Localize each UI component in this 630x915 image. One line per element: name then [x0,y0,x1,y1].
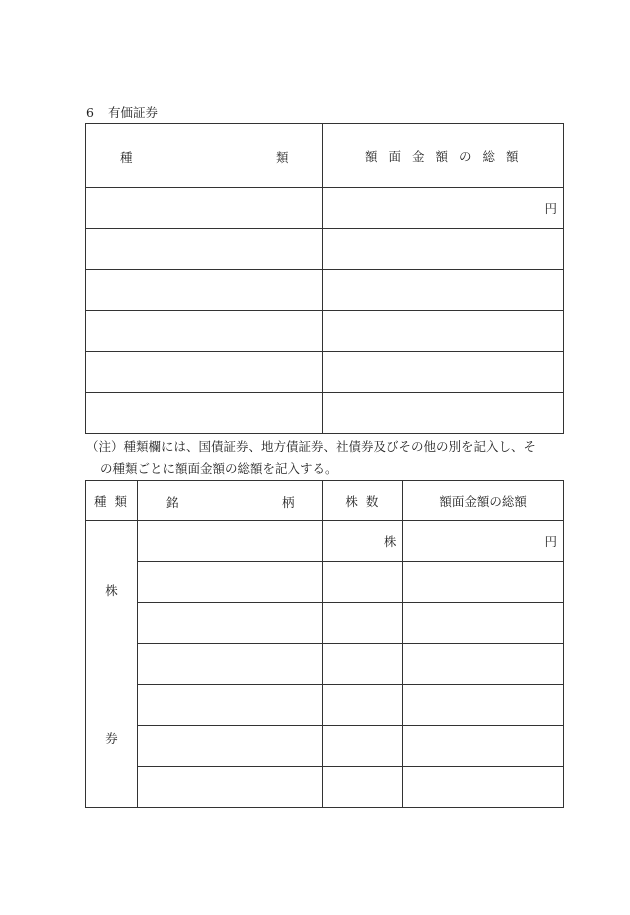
unit-yen: 円 [544,534,557,549]
kind-label-bottom: 券 [105,731,118,746]
header-amount: 額面金額の総額 [323,124,564,188]
amount-cell[interactable] [323,311,564,352]
header-kind-left: 種 [120,150,133,165]
total-cell[interactable] [403,767,564,808]
section-title-text: 有価証券 [107,105,158,120]
kind-stock-cell [86,521,138,808]
note-line-1: （注）種類欄には、国債証券、地方債証券、社債券及びその他の別を記入し、そ [86,439,537,454]
amount-cell[interactable] [323,229,564,270]
brand-cell[interactable] [137,726,323,767]
shares-cell[interactable] [323,603,403,644]
header-total: 額面金額の総額 [403,481,564,521]
header-brand-left: 銘 [165,495,179,510]
total-cell[interactable] [403,521,564,562]
securities-summary-table [85,123,564,434]
table-row [86,521,564,562]
total-cell[interactable] [403,644,564,685]
table-row [86,562,564,603]
amount-cell[interactable] [323,393,564,434]
table-row [86,311,564,352]
header-brand [137,481,323,521]
shares-cell[interactable] [323,644,403,685]
header-shares: 株数 [323,481,403,521]
unit-yen: 円 [544,201,557,216]
header-brand-right: 柄 [281,495,295,510]
note-line-2: の種類ごとに額面金額の総額を記入する。 [100,461,338,476]
kind-cell[interactable] [86,188,323,229]
brand-cell[interactable] [137,521,323,562]
brand-cell[interactable] [137,603,323,644]
table-row [86,603,564,644]
table-row [86,767,564,808]
header-kind [86,124,323,188]
amount-cell[interactable] [323,352,564,393]
total-cell[interactable] [403,685,564,726]
table-row [86,393,564,434]
brand-cell[interactable] [137,644,323,685]
shares-cell[interactable] [323,767,403,808]
table-row [86,644,564,685]
note [86,436,566,480]
brand-cell[interactable] [137,562,323,603]
kind-cell[interactable] [86,352,323,393]
table-row [86,352,564,393]
kind-cell[interactable] [86,229,323,270]
kind-cell[interactable] [86,270,323,311]
stock-table [85,480,564,808]
brand-cell[interactable] [137,767,323,808]
shares-cell[interactable] [323,562,403,603]
amount-cell[interactable] [323,188,564,229]
kind-cell[interactable] [86,311,323,352]
header-kind-right: 類 [275,150,289,165]
amount-cell[interactable] [323,270,564,311]
section-title [86,103,158,121]
total-cell[interactable] [403,562,564,603]
table-header-row [86,481,564,521]
table-header-row [86,124,564,188]
table-row [86,270,564,311]
kind-cell[interactable] [86,393,323,434]
total-cell[interactable] [403,726,564,767]
kind-label-top: 株 [105,583,118,598]
brand-cell[interactable] [137,685,323,726]
unit-shares: 株 [383,534,397,549]
total-cell[interactable] [403,603,564,644]
table-row [86,229,564,270]
table-row [86,726,564,767]
header-kind: 種類 [86,481,138,521]
shares-cell[interactable] [323,726,403,767]
shares-cell[interactable] [323,521,403,562]
table-row [86,685,564,726]
shares-cell[interactable] [323,685,403,726]
section-number: 6 [86,105,94,120]
table-row [86,188,564,229]
